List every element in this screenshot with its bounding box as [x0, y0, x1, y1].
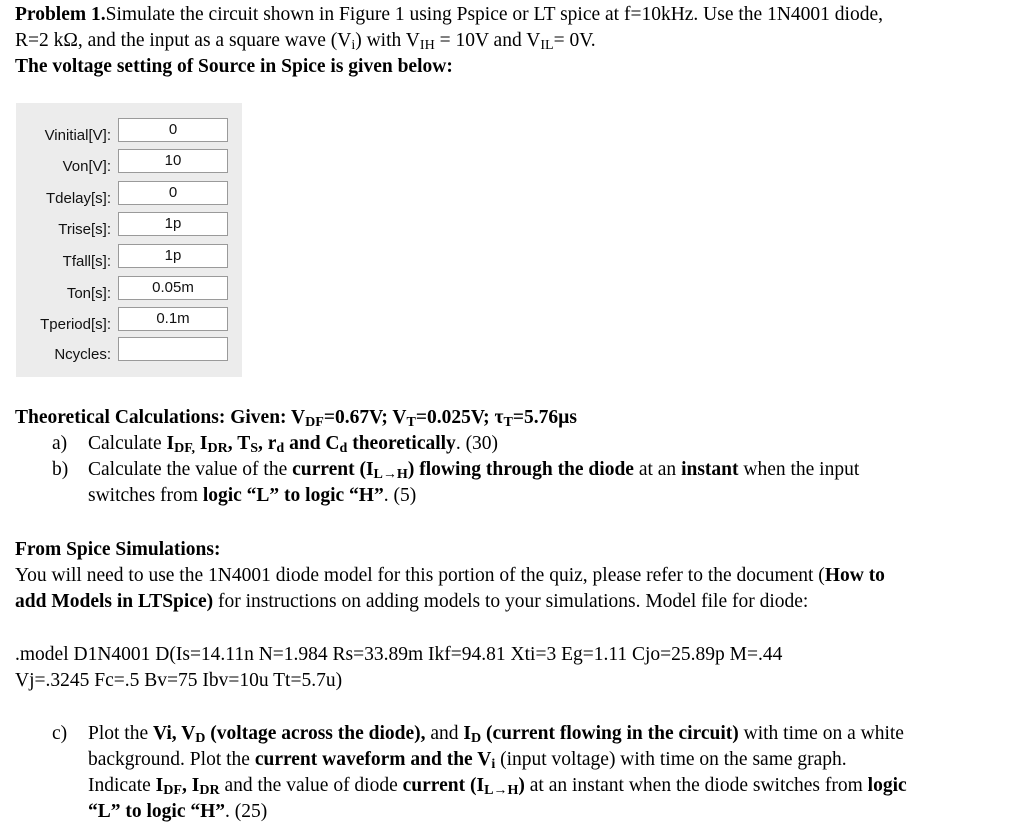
- spice-paragraph-line-2: [15, 589, 1020, 615]
- setting-label: Vinitial[V]:: [44, 127, 111, 144]
- subscript: T: [406, 413, 416, 430]
- setting-row-ton: [16, 276, 242, 304]
- model-line-2: Vj=.3245 Fc=.5 Bv=75 Ibv=10u Tt=5.7u): [15, 670, 343, 691]
- list-marker: b): [52, 459, 69, 480]
- subscript: i: [351, 36, 356, 53]
- question-text: Calculate the value of the: [88, 459, 293, 480]
- heading-text: =5.76µs: [512, 407, 577, 428]
- subscript: DF: [305, 413, 324, 430]
- question-text: ) flowing through the diode: [407, 459, 634, 480]
- subscript: S: [250, 439, 259, 456]
- question-text: (current flowing in the circuit): [481, 723, 739, 744]
- spice-heading: [15, 537, 1020, 563]
- problem-text: Simulate the circuit shown in Figure 1 using Pspice or LT spice at f=10kHz. Use the 1N4001 diode,: [105, 4, 883, 25]
- question-text: at an: [633, 459, 682, 480]
- ncycles-field[interactable]: [118, 337, 228, 361]
- question-text: , T: [227, 433, 251, 454]
- setting-label: Tdelay[s]:: [45, 190, 111, 207]
- problem-line-2: [15, 28, 1020, 54]
- subscript: D: [471, 729, 482, 746]
- question-text: ): [518, 775, 525, 796]
- subscript: D: [195, 729, 206, 746]
- points: . (30): [455, 433, 499, 454]
- setting-row-von: [16, 149, 242, 177]
- heading-text: =0.67V; V: [323, 407, 407, 428]
- problem-text: = 10V and V: [434, 30, 541, 51]
- document-reference: How to: [824, 565, 885, 586]
- subscript: DF,: [174, 439, 196, 456]
- problem-line-1: [15, 2, 1020, 28]
- subscript: IH: [419, 36, 435, 53]
- ton-field[interactable]: 0.05m: [118, 276, 228, 300]
- problem-title: Problem 1.: [15, 4, 106, 25]
- question-a: [15, 431, 1020, 457]
- spice-paragraph-line-1: [15, 563, 1020, 589]
- tdelay-field[interactable]: 0: [118, 181, 228, 205]
- question-c: [15, 721, 1020, 825]
- question-b-line-2: [15, 483, 1020, 509]
- subscript: DR: [207, 439, 228, 456]
- question-text: I: [463, 723, 471, 744]
- setting-row-ncycles: [16, 337, 242, 365]
- question-c-line-4: [15, 799, 1020, 825]
- subscript: L→H: [373, 465, 408, 482]
- document-reference: add Models in LTSpice): [15, 591, 214, 612]
- theory-heading: [15, 405, 1020, 431]
- problem-text: = 0V.: [553, 30, 596, 51]
- list-marker: c): [52, 723, 68, 744]
- paragraph-text: for instructions on adding models to your simulations. Model file for diode:: [213, 591, 809, 612]
- question-text: “L” to logic “H”: [88, 801, 226, 822]
- question-text: (input voltage) with time on the same graph.: [495, 749, 847, 770]
- subscript: DF: [163, 781, 182, 798]
- question-text: current (I: [292, 459, 374, 480]
- subscript: d: [339, 439, 348, 456]
- question-text: theoretically: [347, 433, 456, 454]
- tperiod-field[interactable]: 0.1m: [118, 307, 228, 331]
- setting-row-trise: [16, 212, 242, 240]
- trise-field[interactable]: 1p: [118, 212, 228, 236]
- question-text: background. Plot the: [88, 749, 255, 770]
- points: . (5): [383, 485, 417, 506]
- setting-label: Ton[s]:: [66, 285, 111, 302]
- problem-statement: [15, 2, 1020, 80]
- question-text: when the input: [738, 459, 860, 480]
- subscript: d: [276, 439, 285, 456]
- spice-section: [15, 537, 1020, 615]
- subscript: DR: [199, 781, 220, 798]
- question-text: , r: [258, 433, 277, 454]
- question-text: I: [195, 433, 208, 454]
- setting-row-tfall: [16, 244, 242, 272]
- question-text: logic: [867, 775, 907, 796]
- question-text: (voltage across the diode),: [205, 723, 426, 744]
- question-c-line-3: [15, 773, 1020, 799]
- problem-line-3: [15, 54, 1020, 80]
- question-text: logic “L” to logic “H”: [202, 485, 384, 506]
- setting-label: Ncycles:: [54, 346, 111, 363]
- question-text: Plot the: [88, 723, 154, 744]
- setting-row-tperiod: [16, 307, 242, 335]
- question-c-line-1: [15, 721, 1020, 747]
- setting-label: Trise[s]:: [58, 221, 111, 238]
- heading-text: From Spice Simulations:: [15, 539, 221, 560]
- setting-row-vinitial: [16, 118, 242, 146]
- question-b: [15, 457, 1020, 483]
- setting-row-tdelay: [16, 181, 242, 209]
- question-c-line-2: [15, 747, 1020, 773]
- paragraph-text: You will need to use the 1N4001 diode model for this portion of the quiz, please refer to the document (: [15, 565, 825, 586]
- question-text: instant: [681, 459, 739, 480]
- von-field[interactable]: 10: [118, 149, 228, 173]
- points: . (25): [225, 801, 268, 822]
- source-setting-heading: The voltage setting of Source in Spice is given below:: [15, 56, 453, 77]
- question-text: Vi, V: [153, 723, 196, 744]
- question-text: I: [166, 433, 175, 454]
- question-text: and: [425, 723, 464, 744]
- question-text: current waveform and the V: [254, 749, 492, 770]
- subscript: L→H: [484, 781, 519, 798]
- setting-label: Tfall[s]:: [62, 253, 111, 270]
- subscript: IL: [540, 36, 554, 53]
- theoretical-section: [15, 405, 1020, 509]
- setting-label: Tperiod[s]:: [40, 316, 111, 333]
- subscript: T: [503, 413, 513, 430]
- question-text: at an instant when the diode switches from: [524, 775, 868, 796]
- list-marker: a): [52, 433, 68, 454]
- model-file: [15, 642, 1020, 694]
- question-text: with time on a white: [738, 723, 904, 744]
- question-text: and C: [284, 433, 340, 454]
- setting-label: Von[V]:: [62, 158, 111, 175]
- question-text: I: [155, 775, 164, 796]
- problem-text: R=2 kΩ, and the input as a square wave (V: [15, 30, 352, 51]
- problem-text: ) with V: [355, 30, 420, 51]
- heading-text: Theoretical Calculations: Given: V: [15, 407, 306, 428]
- question-text: and the value of diode: [219, 775, 403, 796]
- heading-text: =0.025V; τ: [415, 407, 504, 428]
- question-text: Calculate: [88, 433, 167, 454]
- model-line-1: .model D1N4001 D(Is=14.11n N=1.984 Rs=33.89m Ikf=94.81 Xti=3 Eg=1.11 Cjo=25.89p M=.44: [15, 644, 783, 665]
- question-text: current (I: [402, 775, 485, 796]
- question-text: , I: [181, 775, 200, 796]
- vinitial-field[interactable]: 0: [118, 118, 228, 142]
- spice-source-settings-panel: [16, 103, 242, 377]
- subscript: i: [491, 755, 496, 772]
- question-text: Indicate: [88, 775, 156, 796]
- tfall-field[interactable]: 1p: [118, 244, 228, 268]
- question-text: switches from: [88, 485, 203, 506]
